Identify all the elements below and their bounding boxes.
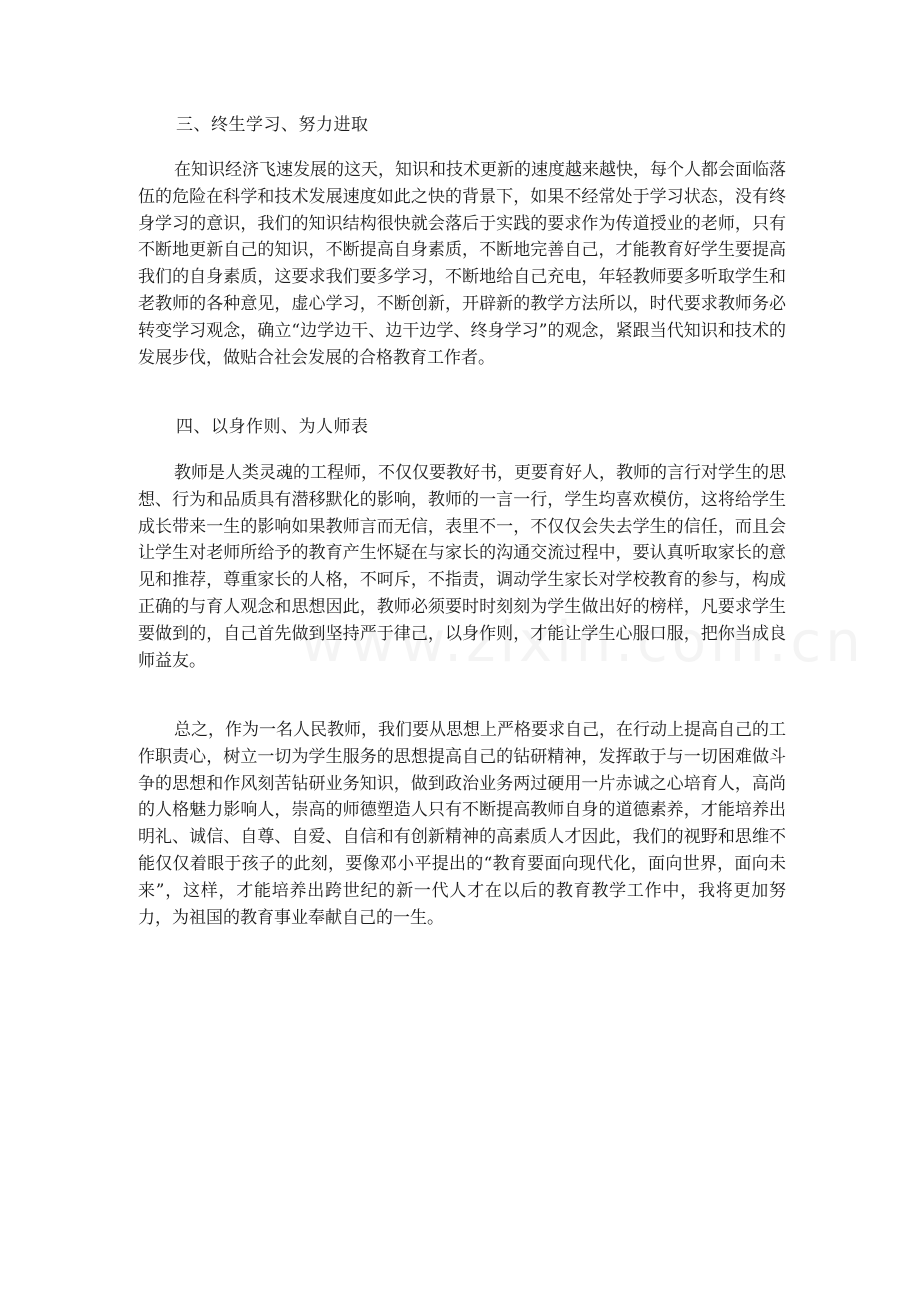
conclusion-paragraph: 总之，作为一名人民教师，我们要从思想上严格要求自己，在行动上提高自己的工作职责心，树立一切为学生服务的思想提高自己的钻研精神，发挥敢于与一切困难做斗争的思想和作风刻苦钻研业务知识，做到政治业务两过硬用一片赤诚之心培育人，高尚的人格魅力影响人，崇高的师德塑造人只有不断提高教师自身的道德素养，才能培养出明礼、诚信、自尊、自爱、自信和有创新精神的高素质人才因此，我们的视野和思维不能仅仅着眼于孩子的此刻，要像邓小平提出的“教育要面向现代化，面向世界，面向未来”，这样，才能培养出跨世纪的新一代人才在以后的教育教学工作中，我将更加努力，为祖国的教育事业奉献自己的一生。 — [138, 720, 786, 928]
section-3-paragraph: 在知识经济飞速发展的这天，知识和技术更新的速度越来越快，每个人都会面临落伍的危险在科学和技术发展速度如此之快的背景下，如果不经常处于学习状态，没有终身学习的意识，我们的知识结构很快就会落后于实践的要求作为传道授业的老师，只有不断地更新自己的知识，不断提高自身素质，不断地完善自己，才能教育好学生要提高我们的自身素质，这要求我们要多学习，不断地给自己充电，年轻教师要多听取学生和老教师的各种意见，虚心学习，不断创新，开辟新的教学方法所以，时代要求教师务必转变学习观念，确立“边学边干、边干边学、终身学习”的观念，紧跟当代知识和技术的发展步伐，做贴合社会发展的合格教育工作者。 — [138, 160, 786, 368]
section-4-heading: 四、以身作则、为人师表 — [176, 417, 369, 437]
section-3-heading: 三、终生学习、努力进取 — [176, 115, 369, 135]
section-4-paragraph: 教师是人类灵魂的工程师，不仅仅要教好书，更要育好人，教师的言行对学生的思想、行为和品质具有潜移默化的影响，教师的一言一行，学生均喜欢模仿，这将给学生成长带来一生的影响如果教师言而无信，表里不一，不仅仅会失去学生的信任，而且会让学生对老师所给予的教育产生怀疑在与家长的沟通交流过程中，要认真听取家长的意见和推荐，尊重家长的人格，不呵斥，不指责，调动学生家长对学校教育的参与，构成正确的与育人观念和思想因此，教师必须要时时刻刻为学生做出好的榜样，凡要求学生要做到的，自己首先做到坚持严于律己，以身作则，才能让学生心服口服，把你当成良师益友。 — [138, 463, 786, 671]
